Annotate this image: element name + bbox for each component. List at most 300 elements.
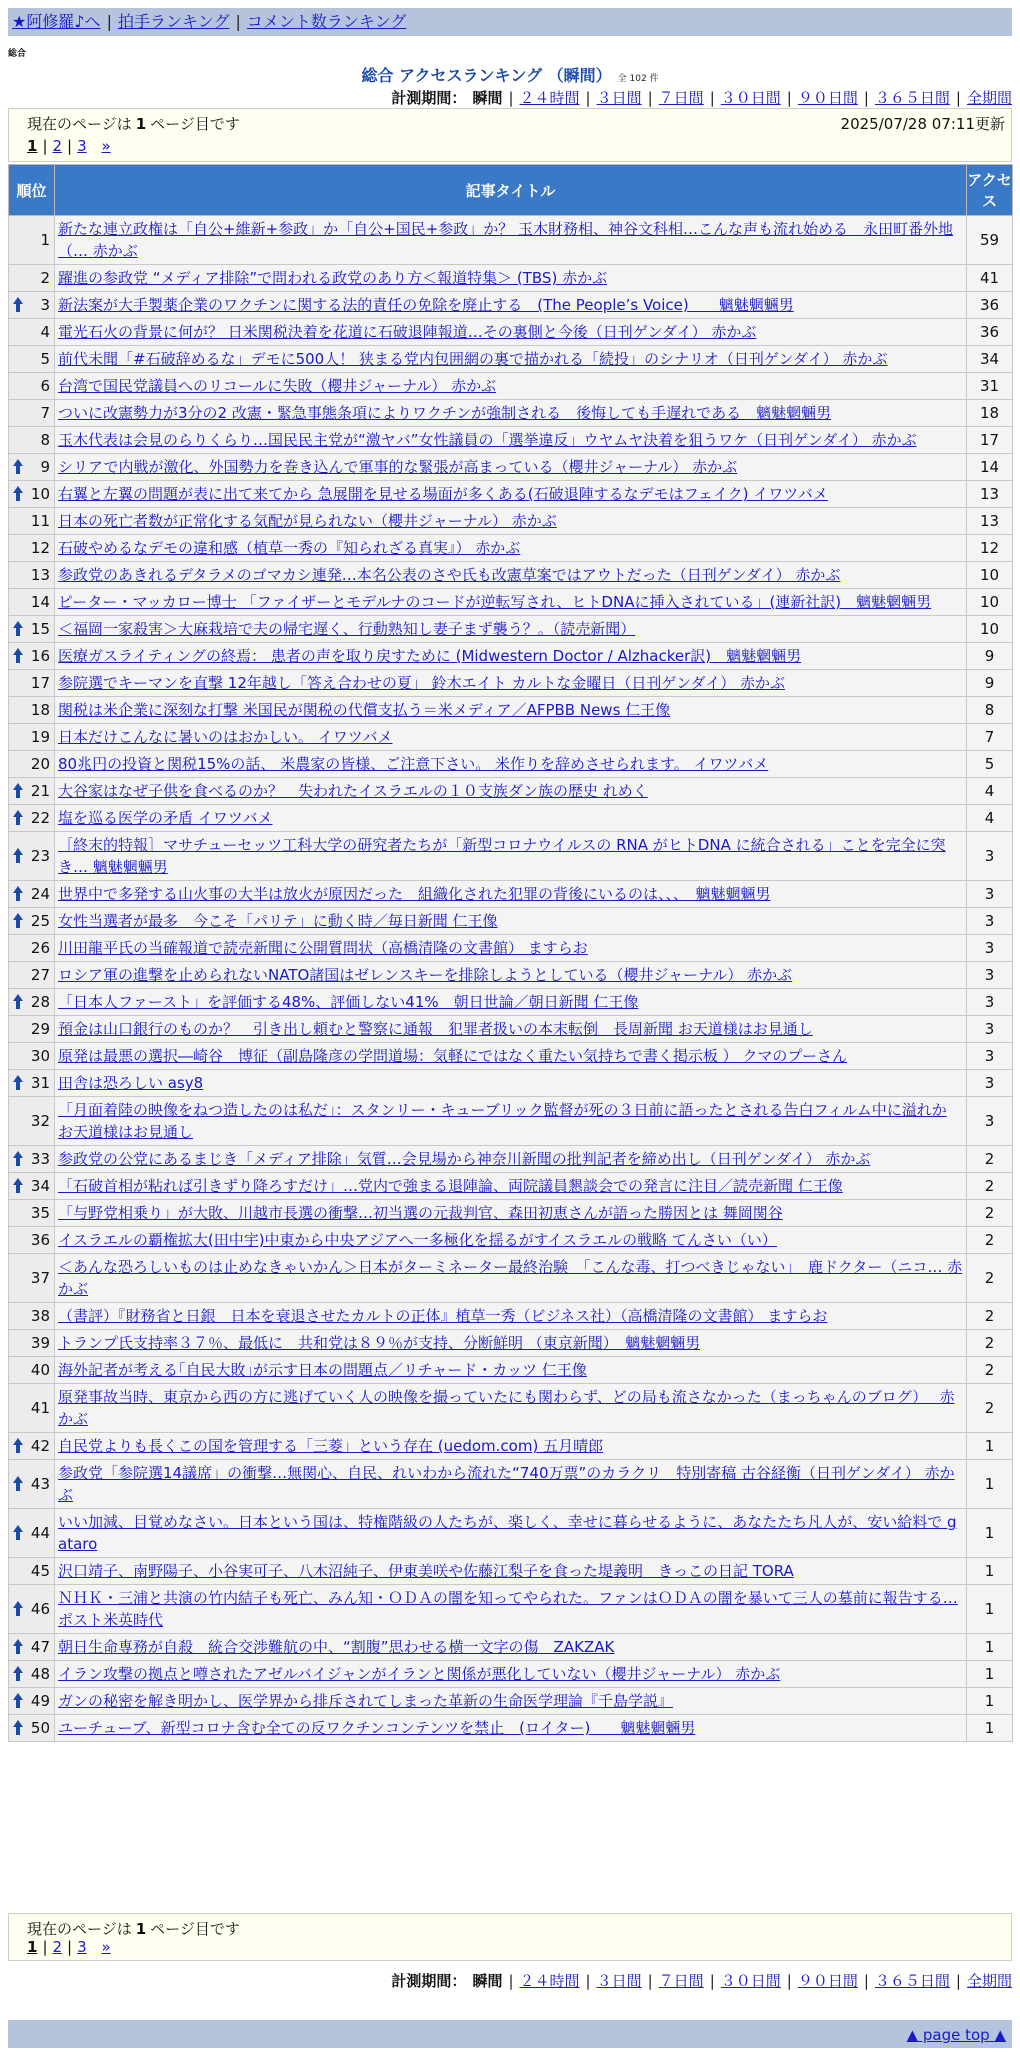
article-link[interactable]: 関税は米企業に深刻な打撃 米国民が関税の代償支払う＝米メディア／AFPBB News 仁王像 (58, 701, 671, 719)
article-link[interactable]: 「日本人ファースト」を評価する48%、評価しない41% 朝日世論／朝日新聞 仁王像 (58, 993, 639, 1011)
page-title (0, 63, 1020, 86)
title-cell (55, 319, 967, 346)
rank-cell (9, 616, 55, 643)
access-count: 2 (967, 1173, 1013, 1200)
title-cell (55, 346, 967, 373)
access-count: 3 (967, 962, 1013, 989)
rank-number: 3 (40, 296, 50, 314)
article-link[interactable]: イラン攻撃の拠点と噂されたアゼルバイジャンがイランと関係が悪化していない（櫻井ジャーナル） 赤かぶ (58, 1665, 781, 1683)
article-link[interactable]: 原発事故当時、東京から西の方に逃げていく人の映像を撮っていたにも関わらず、どの局も流さなかった（まっちゃんのブログ） 赤かぶ (58, 1388, 955, 1428)
category-label: 総合 (8, 49, 27, 59)
article-link[interactable]: 日本の死亡者数が正常化する気配が見られない（櫻井ジャーナル） 赤かぶ (58, 512, 557, 530)
rank-cell (9, 670, 55, 697)
article-link[interactable]: （書評）『財務省と日銀 日本を衰退させたカルトの正体』植草一秀（ビジネス社）（高橋清隆の文書館） ますらお (58, 1307, 828, 1325)
table-row (9, 908, 1013, 935)
rank-cell (9, 508, 55, 535)
total-count: 全 102 件 (617, 74, 659, 84)
rank-cell (9, 1254, 55, 1303)
table-row (9, 1200, 1013, 1227)
article-link[interactable]: 世界中で多発する山火事の大半は放火が原因だった 組織化された犯罪の背後にいるのは、、、 魑魅魍魎男 (58, 885, 771, 903)
rank-number: 38 (30, 1307, 50, 1325)
access-count: 3 (967, 908, 1013, 935)
period-link[interactable]: ２４時間 (519, 89, 580, 107)
period-label: 計測期間： (391, 1972, 467, 1990)
period-link[interactable]: ３０日間 (720, 1972, 781, 1990)
page-next-link[interactable]: » (101, 137, 111, 155)
article-link[interactable]: 医療ガスライティングの終焉： 患者の声を取り戻すために (Midwestern Doctor / Alzhacker訳) 魑魅魍魎男 (58, 647, 802, 665)
page-link[interactable]: 2 (52, 1938, 63, 1956)
article-link[interactable]: 新法案が大手製薬企業のワクチンに関する法的責任の免除を廃止する (The People’s Voice) 魑魅魍魎男 (58, 296, 794, 314)
rank-cell (9, 1384, 55, 1433)
rank-number: 39 (30, 1334, 50, 1352)
access-count: 14 (967, 454, 1013, 481)
rank-cell (9, 1227, 55, 1254)
title-cell (55, 1715, 967, 1742)
access-count: 1 (967, 1460, 1013, 1509)
article-link[interactable]: いい加減、目覚めなさい。日本という国は、特権階級の人たちが、楽しく、幸せに暮らせるように、あなたたち凡人が、安い給料で gataro (58, 1513, 957, 1553)
rank-number: 36 (30, 1231, 50, 1249)
rank-number: 50 (30, 1719, 50, 1737)
access-count: 2 (967, 1357, 1013, 1384)
table-row (9, 1634, 1013, 1661)
title-cell (55, 1460, 967, 1509)
rank-number: 49 (30, 1692, 50, 1710)
title-cell (55, 1661, 967, 1688)
article-link[interactable]: ロシア軍の進撃を止められないNATO諸国はゼレンスキーを排除しようとしている（櫻井ジャーナル） 赤かぶ (58, 966, 793, 984)
table-row (9, 1357, 1013, 1384)
rank-cell (9, 292, 55, 319)
table-row (9, 454, 1013, 481)
rank-up-arrow-icon (13, 848, 23, 864)
access-count: 1 (967, 1688, 1013, 1715)
article-link[interactable]: 川田龍平氏の当確報道で読売新聞に公開質問状（高橋清隆の文書館） ますらお (58, 939, 588, 957)
rank-up-arrow-icon (13, 886, 23, 902)
article-link[interactable]: 預金は山口銀行のものか？ 引き出し頼むと警察に通報 犯罪者扱いの本末転倒 長周新聞 お天道様はお見通し (58, 1020, 813, 1038)
access-count: 1 (967, 1558, 1013, 1585)
page-links: 1 | 2 | 3 » (27, 1938, 111, 1956)
article-link[interactable]: 日本だけこんなに暑いのはおかしい。 イワツバメ (58, 728, 393, 746)
period-link[interactable]: ２４時間 (519, 1972, 580, 1990)
title-cell (55, 535, 967, 562)
rank-number: 1 (40, 231, 50, 249)
rank-number: 9 (40, 458, 50, 476)
table-row (9, 427, 1013, 454)
table-row (9, 562, 1013, 589)
rank-number: 17 (30, 674, 50, 692)
pager-bottom (8, 1913, 1012, 1961)
article-link[interactable]: ついに改憲勢力が3分の2 改憲・緊急事態条項によりワクチンが強制される 後悔しても手遅れである 魑魅魍魎男 (58, 404, 832, 422)
title-cell (55, 1097, 967, 1146)
rank-number: 12 (30, 539, 50, 557)
title-cell (55, 1254, 967, 1303)
rank-number: 29 (30, 1020, 50, 1038)
rank-cell (9, 1509, 55, 1558)
page-current: 1 (27, 1938, 38, 1956)
rank-up-arrow-icon (13, 1601, 23, 1617)
period-link[interactable]: ７日間 (658, 89, 704, 107)
rank-cell (9, 1661, 55, 1688)
rank-cell (9, 216, 55, 265)
rank-number: 44 (30, 1524, 50, 1542)
article-link[interactable]: 参政党「参院選14議席」の衝撃…無関心、自民、れいわから流れた“740万票”のカラクリ 特別寄稿 古谷経衡（日刊ゲンダイ） 赤かぶ (58, 1464, 955, 1504)
title-cell (55, 616, 967, 643)
rank-cell (9, 535, 55, 562)
article-link[interactable]: 沢口靖子、南野陽子、小谷実可子、八木沼純子、伊東美咲や佐藤江梨子を食った堤義明 きっこの日記 TORA (58, 1562, 794, 1580)
rank-number: 15 (30, 620, 50, 638)
footer-bar (8, 2020, 1012, 2048)
rank-number: 22 (30, 809, 50, 827)
access-count: 3 (967, 832, 1013, 881)
title-cell (55, 1173, 967, 1200)
rank-up-arrow-icon (13, 783, 23, 799)
rank-up-arrow-icon (13, 1720, 23, 1736)
title-cell (55, 1634, 967, 1661)
period-link[interactable]: ３６５日間 (874, 1972, 950, 1990)
rank-up-arrow-icon (13, 1178, 23, 1194)
clap-ranking-link[interactable]: 拍手ランキング (117, 12, 230, 31)
rank-number: 37 (30, 1269, 50, 1287)
rank-number: 21 (30, 782, 50, 800)
access-count: 36 (967, 292, 1013, 319)
title-cell (55, 373, 967, 400)
access-count: 2 (967, 1303, 1013, 1330)
article-link[interactable]: 大谷家はなぜ子供を食べるのか？ 失われたイスラエルの１０支族ダン族の歴史 れめく (58, 782, 648, 800)
table-row (9, 1254, 1013, 1303)
table-header-row (9, 165, 1013, 216)
rank-up-arrow-icon (13, 1639, 23, 1655)
rank-number: 47 (30, 1638, 50, 1656)
access-count: 3 (967, 1043, 1013, 1070)
title-cell (55, 1509, 967, 1558)
title-cell (55, 643, 967, 670)
rank-number: 31 (30, 1074, 50, 1092)
article-link[interactable]: ユーチューブ、新型コロナ含む全ての反ワクチンコンテンツを禁止 (ロイター) 魑魅魍魎男 (58, 1719, 696, 1737)
rank-cell (9, 1146, 55, 1173)
article-link[interactable]: 右翼と左翼の問題が表に出て来てから 急展開を見せる場面が多くある(石破退陣するなデモはフェイク) イワツバメ (58, 485, 828, 503)
article-link[interactable]: 田舎は恐ろしい asy8 (58, 1074, 204, 1092)
table-row (9, 1433, 1013, 1460)
article-link[interactable]: 塩を巡る医学の矛盾 イワツバメ (58, 809, 273, 827)
comment-ranking-link[interactable]: コメント数ランキング (246, 12, 407, 31)
rank-cell (9, 1357, 55, 1384)
rank-number: 43 (30, 1475, 50, 1493)
table-row (9, 989, 1013, 1016)
article-link[interactable]: 玉木代表は会見のらりくらり…国民民主党が“激ヤバ”女性議員の「選挙違反」ウヤムヤ決着を狙うワケ（日刊ゲンダイ） 赤かぶ (58, 431, 917, 449)
rank-number: 20 (30, 755, 50, 773)
access-count: 36 (967, 319, 1013, 346)
rank-up-arrow-icon (13, 1666, 23, 1682)
title-cell (55, 1384, 967, 1433)
article-link[interactable]: 「石破首相が粘れば引きずり降ろすだけ」…党内で強まる退陣論、両院議員懇談会での発言に注目／読売新聞 仁王像 (58, 1177, 843, 1195)
period-link[interactable]: 全期間 (966, 89, 1012, 107)
page-link[interactable]: 3 (77, 137, 87, 155)
rank-cell (9, 724, 55, 751)
period-link[interactable]: 全期間 (966, 1972, 1012, 1990)
rank-cell (9, 751, 55, 778)
period-current: 瞬間 (472, 89, 503, 107)
title-cell (55, 962, 967, 989)
article-link[interactable]: 女性当選者が最多 今こそ「パリテ」に動く時／毎日新聞 仁王像 (58, 912, 498, 930)
rank-number: 13 (30, 566, 50, 584)
title-cell (55, 1433, 967, 1460)
rank-cell (9, 1460, 55, 1509)
rank-number: 40 (30, 1361, 50, 1379)
access-count: 41 (967, 265, 1013, 292)
table-row (9, 1460, 1013, 1509)
table-row (9, 1016, 1013, 1043)
title-cell (55, 454, 967, 481)
period-label: 計測期間： (391, 89, 467, 107)
rank-cell (9, 881, 55, 908)
table-row (9, 1330, 1013, 1357)
article-link[interactable]: シリアで内戦が激化、外国勢力を巻き込んで軍事的な緊張が高まっている（櫻井ジャーナル） 赤かぶ (58, 458, 738, 476)
table-row (9, 481, 1013, 508)
access-count: 1 (967, 1661, 1013, 1688)
table-row (9, 1043, 1013, 1070)
access-count: 1 (967, 1585, 1013, 1634)
title-cell (55, 1558, 967, 1585)
access-count: 3 (967, 1097, 1013, 1146)
access-count: 3 (967, 935, 1013, 962)
rank-number: 27 (30, 966, 50, 984)
rank-cell (9, 1016, 55, 1043)
article-link[interactable]: 80兆円の投資と関税15%の話、 米農家の皆様、ご注意下さい。 米作りを辞めさせられます。 イワツバメ (58, 755, 769, 773)
table-row (9, 1303, 1013, 1330)
table-row (9, 292, 1013, 319)
title-cell (55, 670, 967, 697)
period-link[interactable]: ３６５日間 (874, 89, 950, 107)
rank-up-arrow-icon (13, 994, 23, 1010)
access-count: 13 (967, 481, 1013, 508)
rank-up-arrow-icon (13, 1476, 23, 1492)
pager-top (8, 108, 1012, 162)
table-row (9, 881, 1013, 908)
article-link[interactable]: ＜あんな恐ろしいものは止めなきゃいかん＞日本がターミネーター最終治験 「こんな毒、打つべきじゃない」 鹿ドクター（ニコ… 赤かぶ (58, 1258, 963, 1298)
page-top-link[interactable]: ▲ page top ▲ (906, 2026, 1006, 2044)
table-row (9, 935, 1013, 962)
home-link[interactable]: ★阿修羅♪へ (12, 12, 101, 31)
table-row (9, 1558, 1013, 1585)
page-link[interactable]: 3 (77, 1938, 87, 1956)
rank-cell (9, 1070, 55, 1097)
period-link[interactable]: ３０日間 (720, 89, 781, 107)
rank-cell (9, 481, 55, 508)
title-cell (55, 1330, 967, 1357)
access-count: 9 (967, 643, 1013, 670)
rank-cell (9, 1715, 55, 1742)
rank-up-arrow-icon (13, 459, 23, 475)
access-count: 2 (967, 1330, 1013, 1357)
article-link[interactable]: ［終末的特報］マサチューセッツ工科大学の研究者たちが「新型コロナウイルスの RNA がヒトDNA に統合される」ことを完全に突き… 魑魅魍魎男 (58, 836, 946, 876)
rank-number: 30 (30, 1047, 50, 1065)
article-link[interactable]: 石破やめるなデモの違和感（植草一秀の『知られざる真実』） 赤かぶ (58, 539, 521, 557)
rank-cell (9, 935, 55, 962)
access-count: 2 (967, 1254, 1013, 1303)
rank-up-arrow-icon (13, 1525, 23, 1541)
access-count: 31 (967, 373, 1013, 400)
rank-up-arrow-icon (13, 1438, 23, 1454)
current-page-text: 現在のページは 1 ページ目です (27, 115, 240, 133)
article-link[interactable]: トランプ氏支持率３７％、最低に 共和党は８９％が支持、分断鮮明 （東京新聞） 魑魅魍魎男 (58, 1334, 701, 1352)
title-cell (55, 562, 967, 589)
access-count: 3 (967, 1070, 1013, 1097)
access-count: 8 (967, 697, 1013, 724)
access-count: 1 (967, 1509, 1013, 1558)
table-row (9, 373, 1013, 400)
access-count: 12 (967, 535, 1013, 562)
table-row (9, 751, 1013, 778)
rank-cell (9, 427, 55, 454)
period-link[interactable]: ９０日間 (797, 89, 858, 107)
title-cell (55, 778, 967, 805)
table-row (9, 697, 1013, 724)
table-row (9, 832, 1013, 881)
access-count: 1 (967, 1433, 1013, 1460)
period-link[interactable]: ７日間 (658, 1972, 704, 1990)
table-row (9, 265, 1013, 292)
table-row (9, 1585, 1013, 1634)
article-link[interactable]: 海外記者が考える｢自民大敗｣が示す日本の問題点／リチャード・カッツ 仁王像 (58, 1361, 587, 1379)
article-link[interactable]: 参政党のあきれるデタラメのゴマカシ連発…本名公表のさや氏も改憲草案ではアウトだった（日刊ゲンダイ） 赤かぶ (58, 566, 841, 584)
title-cell (55, 1585, 967, 1634)
rank-number: 6 (40, 377, 50, 395)
rank-number: 16 (30, 647, 50, 665)
article-link[interactable]: 電光石火の背景に何が？ 日米関税決着を花道に石破退陣報道…その裏側と今後（日刊ゲンダイ） 赤かぶ (58, 323, 757, 341)
rank-number: 25 (30, 912, 50, 930)
title-cell (55, 989, 967, 1016)
rank-number: 18 (30, 701, 50, 719)
table-row (9, 319, 1013, 346)
period-link[interactable]: ９０日間 (797, 1972, 858, 1990)
table-row (9, 962, 1013, 989)
rank-up-arrow-icon (13, 648, 23, 664)
rank-number: 28 (30, 993, 50, 1011)
rank-cell (9, 1097, 55, 1146)
article-link[interactable]: 躍進の参政党 “メディア排除”で問われる政党のあり方＜報道特集＞ (TBS) 赤かぶ (58, 269, 608, 287)
table-row (9, 1070, 1013, 1097)
article-link[interactable]: ＮＨＫ・三浦と共演の竹内結子も死亡、みん知・ＯＤＡの闇を知ってやられた。ファンはＯＤＡの闇を暴いて三人の墓前に報告する… ポスト米英時代 (58, 1589, 958, 1629)
rank-cell (9, 1688, 55, 1715)
rank-cell (9, 1585, 55, 1634)
article-link[interactable]: 参院選でキーマンを直撃 12年越し「答え合わせの夏」 鈴木エイト カルトな金曜日（日刊ゲンダイ） 赤かぶ (58, 674, 785, 692)
article-link[interactable]: 前代未聞「#石破辞めるな」デモに500人！ 狭まる党内包囲網の裏で描かれる「続投」のシナリオ（日刊ゲンダイ） 赤かぶ (58, 350, 888, 368)
rank-number: 24 (30, 885, 50, 903)
period-link[interactable]: ３日間 (596, 89, 642, 107)
page-title-text: 総合 アクセスランキング （瞬間） (361, 66, 612, 85)
access-count: 10 (967, 562, 1013, 589)
rank-number: 41 (30, 1399, 50, 1417)
table-row (9, 1715, 1013, 1742)
rank-number: 11 (30, 512, 50, 530)
title-cell (55, 481, 967, 508)
rank-cell (9, 1303, 55, 1330)
rank-up-arrow-icon (13, 810, 23, 826)
rank-cell (9, 589, 55, 616)
rank-number: 45 (30, 1562, 50, 1580)
access-count: 3 (967, 1016, 1013, 1043)
period-link[interactable]: ３日間 (596, 1972, 642, 1990)
article-link[interactable]: 参政党の公党にあるまじき「メディア排除」気質…会見場から神奈川新聞の批判記者を締め出し（日刊ゲンダイ） 赤かぶ (58, 1150, 871, 1168)
rank-number: 35 (30, 1204, 50, 1222)
rank-number: 32 (30, 1112, 50, 1130)
article-link[interactable]: 原発は最悪の選択―崎谷 博征（副島隆彦の学問道場：気軽にではなく重たい気持ちで書く掲示板 ） クマのプーさん (58, 1047, 847, 1065)
table-row (9, 616, 1013, 643)
page-link[interactable]: 2 (52, 137, 63, 155)
rank-cell (9, 400, 55, 427)
rank-number: 42 (30, 1437, 50, 1455)
title-cell (55, 508, 967, 535)
article-link[interactable]: イスラエルの覇権拡大(田中宇)中東から中央アジアへ一多極化を揺るがすイスラエルの戦略 てんさい（い） (58, 1231, 777, 1249)
article-link[interactable]: 朝日生命専務が自殺 統合交渉難航の中、“割腹”思わせる横一文字の傷 ZAKZAK (58, 1638, 615, 1656)
article-link[interactable]: 「与野党相乗り」が大敗、川越市長選の衝撃…初当選の元裁判官、森田初恵さんが語った勝因とは 舞岡関谷 (58, 1204, 783, 1222)
rank-cell (9, 1433, 55, 1460)
access-count: 2 (967, 1227, 1013, 1254)
period-selector-bottom: 計測期間： 瞬間 | ２４時間 | ３日間 | ７日間 | ３０日間 | ９０日間 | ３６５日間 | 全期間 (391, 1972, 1012, 1990)
article-link[interactable]: 新たな連立政権は「自公+維新+参政」か「自公+国民+参政」か？ 玉木財務相、神谷文科相…こんな声も流れ始める 永田町番外地（… 赤かぶ (58, 220, 954, 260)
rank-up-arrow-icon (13, 297, 23, 313)
rank-number: 10 (30, 485, 50, 503)
title-cell (55, 216, 967, 265)
header-title: 記事タイトル (55, 165, 967, 216)
rank-cell (9, 908, 55, 935)
title-cell (55, 697, 967, 724)
title-cell (55, 1688, 967, 1715)
rank-cell (9, 1634, 55, 1661)
rank-cell (9, 1173, 55, 1200)
access-count: 1 (967, 1634, 1013, 1661)
article-link[interactable]: ＜福岡一家殺害＞大麻栽培で夫の帰宅遅く、行動熟知し妻子まず襲う？。（読売新聞） (58, 620, 636, 638)
article-link[interactable]: 自民党よりも長くこの国を管理する「三菱」という存在 (uedom.com) 五月晴郎 (58, 1437, 604, 1455)
table-row (9, 805, 1013, 832)
article-link[interactable]: 台湾で国民党議員へのリコールに失敗（櫻井ジャーナル） 赤かぶ (58, 377, 497, 395)
page-next-link[interactable]: » (101, 1938, 111, 1956)
rank-up-arrow-icon (13, 1151, 23, 1167)
page-current: 1 (27, 137, 38, 155)
period-selector-top: 計測期間： 瞬間 | ２４時間 | ３日間 | ７日間 | ３０日間 | ９０日間 | ３６５日間 | 全期間 (391, 89, 1012, 107)
header-access: アクセス (967, 165, 1013, 216)
table-row (9, 643, 1013, 670)
access-count: 7 (967, 724, 1013, 751)
article-link[interactable]: ピーター・マッカロー博士 「ファイザーとモデルナのコードが逆転写され、ヒトDNAに挿入されている」(連新社訳) 魑魅魍魎男 (58, 593, 932, 611)
rank-cell (9, 643, 55, 670)
rank-cell (9, 265, 55, 292)
rank-up-arrow-icon (13, 913, 23, 929)
rank-number: 46 (30, 1600, 50, 1618)
access-count: 2 (967, 1384, 1013, 1433)
title-cell (55, 1070, 967, 1097)
access-count: 34 (967, 346, 1013, 373)
updated-timestamp: 2025/07/28 07:11更新 (840, 115, 1005, 133)
rank-number: 48 (30, 1665, 50, 1683)
article-link[interactable]: ガンの秘密を解き明かし、医学界から排斥されてしまった革新の生命医学理論『千島学説』 (58, 1692, 674, 1710)
rank-number: 34 (30, 1177, 50, 1195)
table-row (9, 216, 1013, 265)
access-count: 10 (967, 616, 1013, 643)
table-row (9, 778, 1013, 805)
title-cell (55, 427, 967, 454)
table-row (9, 724, 1013, 751)
table-row (9, 400, 1013, 427)
title-cell (55, 400, 967, 427)
table-row (9, 1509, 1013, 1558)
rank-number: 33 (30, 1150, 50, 1168)
article-link[interactable]: 「月面着陸の映像をねつ造したのは私だ」：スタンリー・キューブリック監督が死の３日前に語ったとされる告白フィルム中に溢れか お天道様はお見通し (58, 1101, 947, 1141)
table-row (9, 1227, 1013, 1254)
rank-cell (9, 805, 55, 832)
access-count: 9 (967, 670, 1013, 697)
rank-number: 26 (30, 939, 50, 957)
access-count: 18 (967, 400, 1013, 427)
